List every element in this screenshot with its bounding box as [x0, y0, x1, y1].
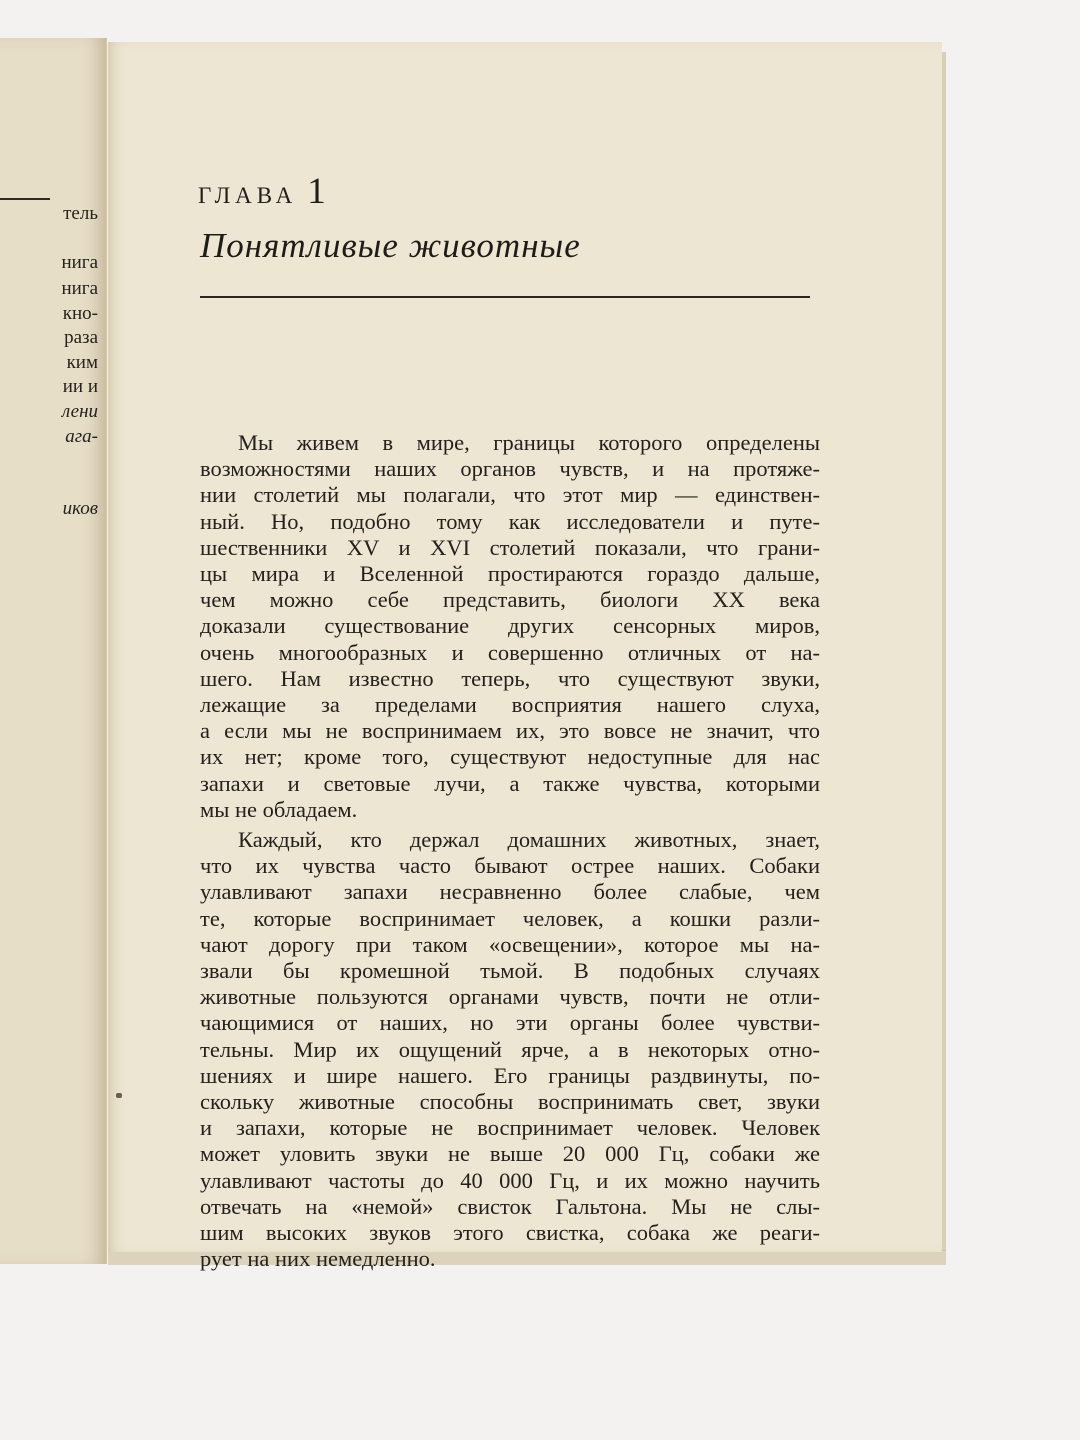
left-page	[0, 38, 107, 1264]
chapter-heading	[198, 170, 326, 213]
left-page-line: ага-	[65, 426, 98, 447]
text-line: Каждый, кто держал домашних животных, знает,	[238, 827, 820, 853]
left-page-line: тель	[63, 203, 98, 224]
text-line: отвечать на «немой» свисток Гальтона. Мы не слы-	[200, 1193, 820, 1219]
text-line: лежащие за пределами восприятия нашего слуха,	[200, 692, 820, 718]
right-page	[108, 42, 942, 1272]
paragraph-1	[200, 430, 820, 823]
left-page-line: нига	[61, 278, 98, 299]
text-line: те, которые воспринимает человек, а кошки разли-	[200, 905, 820, 931]
text-line: животные пользуются органами чувств, почти не отли-	[200, 984, 820, 1010]
chapter-label: ГЛАВА	[198, 183, 298, 208]
title-rule	[200, 296, 810, 298]
chapter-number: 1	[307, 171, 326, 212]
left-page-line: нига	[61, 252, 98, 273]
left-page-line: ким	[66, 352, 98, 373]
text-line: запахи и световые лучи, а также чувства, которыми	[200, 770, 820, 796]
text-line: а если мы не воспринимаем их, это вовсе не значит, что	[200, 718, 820, 744]
text-line: улавливают частоты до 40 000 Гц, и их можно научить	[200, 1167, 820, 1193]
text-line: шего. Нам известно теперь, что существуют звуки,	[200, 665, 820, 691]
text-line: и запахи, которые не воспринимает человек. Человек	[200, 1115, 820, 1141]
text-line: может уловить звуки не выше 20 000 Гц, собаки же	[200, 1141, 820, 1167]
text-line: очень многообразных и совершенно отличных от на-	[200, 639, 820, 665]
text-line: чающимися от наших, но эти органы более чувстви-	[200, 1010, 820, 1036]
text-line: их нет; кроме того, существуют недоступные для нас	[200, 744, 820, 770]
text-line: шим высоких звуков этого свистка, собака же реаги-	[200, 1220, 820, 1246]
text-line: цы мира и Вселенной простираются гораздо дальше,	[200, 561, 820, 587]
text-line: чают дорогу при таком «освещении», которое мы на-	[200, 931, 820, 957]
text-line: Мы живем в мире, границы которого определены	[238, 430, 820, 455]
left-page-line: ии и	[62, 376, 98, 397]
text-line: нии столетий мы полагали, что этот мир — единствен-	[200, 482, 820, 508]
left-page-line: кно-	[62, 303, 98, 324]
text-line: что их чувства часто бывают острее наших. Собаки	[200, 853, 820, 879]
left-page-rule	[0, 198, 50, 200]
text-line: чем можно себе представить, биологи XX века	[200, 587, 820, 613]
left-page-line: иков	[62, 498, 98, 519]
body-text	[200, 430, 820, 1277]
paragraph-2	[200, 827, 820, 1272]
text-line: шениях и шире нашего. Его границы раздвинуты, по-	[200, 1062, 820, 1088]
text-line: доказали существование других сенсорных миров,	[200, 613, 820, 639]
chapter-title: Понятливые животные	[200, 226, 581, 265]
text-line: скольку животные способны воспринимать свет, звуки	[200, 1089, 820, 1115]
left-page-line: лени	[61, 401, 98, 422]
text-line: улавливают запахи несравненно более слабые, чем	[200, 879, 820, 905]
text-line: возможностями наших органов чувств, и на протяже-	[200, 456, 820, 482]
ink-spot	[116, 1093, 122, 1098]
text-line: тельны. Мир их ощущений ярче, а в некоторых отно-	[200, 1036, 820, 1062]
left-page-line: раза	[64, 327, 98, 348]
text-line: звали бы кромешной тьмой. В подобных случаях	[200, 958, 820, 984]
text-line: рует на них немедленно.	[200, 1246, 436, 1272]
text-line: шественники XV и XVI столетий показали, что грани-	[200, 534, 820, 560]
text-line: мы не обладаем.	[200, 796, 358, 822]
text-line: ный. Но, подобно тому как исследователи и путе-	[200, 508, 820, 534]
